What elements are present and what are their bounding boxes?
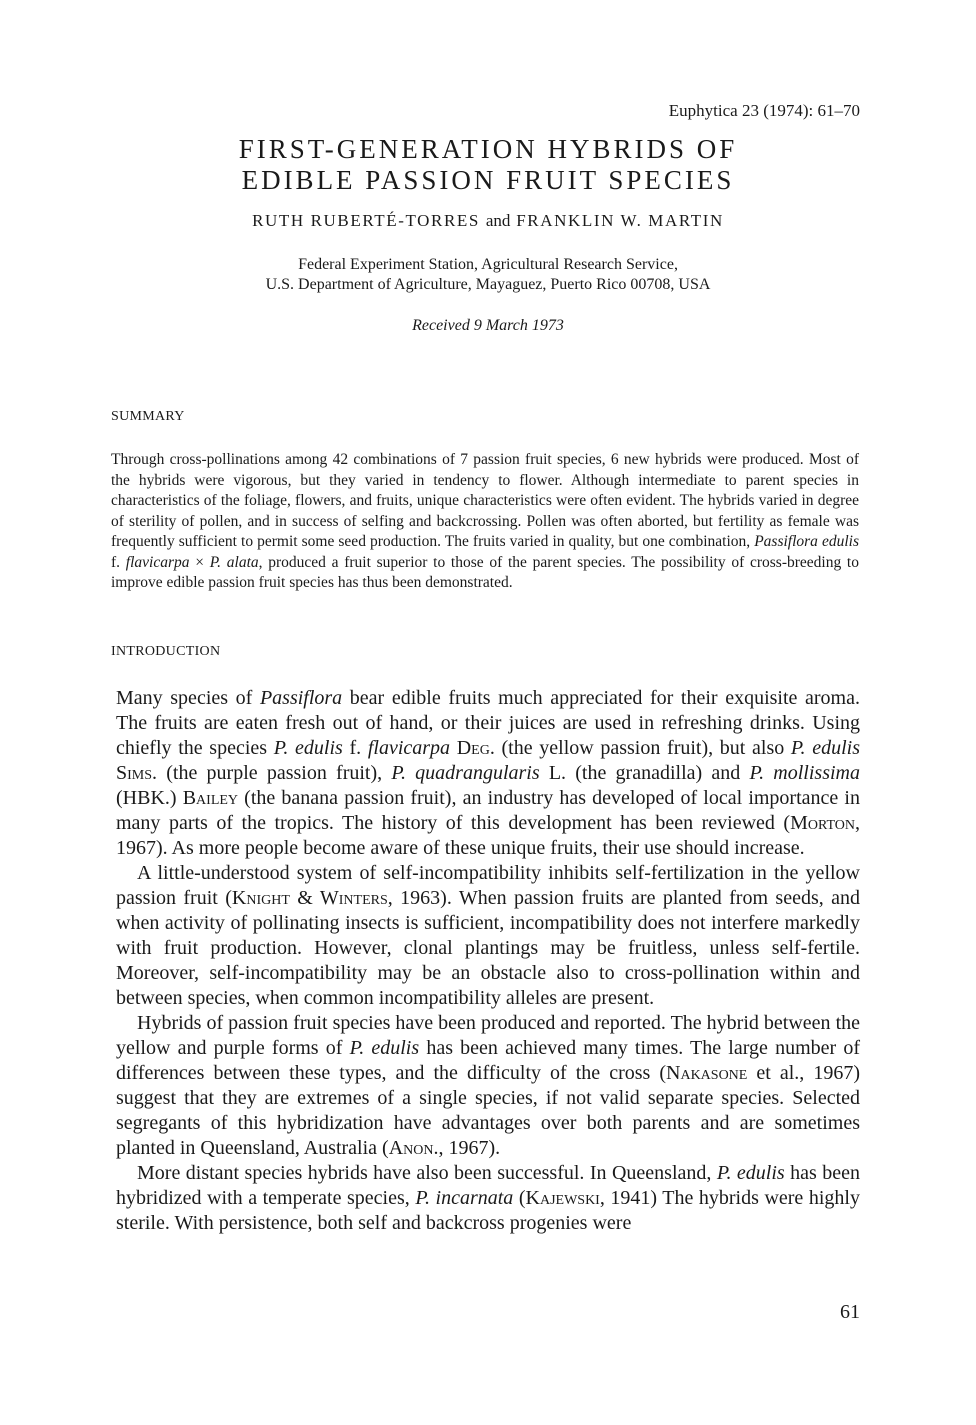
received-date: Received 9 March 1973 (412, 317, 564, 334)
page-number: 61 (840, 1301, 860, 1323)
author-1: RUTH RUBERTÉ-TORRES (252, 211, 480, 230)
affiliation (0, 255, 976, 295)
journal-citation: Euphytica 23 (1974): 61–70 (668, 101, 860, 120)
authors (0, 211, 976, 231)
paper-title (0, 134, 976, 196)
summary-heading: SUMMARY (111, 409, 185, 424)
title-line-1: FIRST-GENERATION HYBRIDS OF (238, 134, 738, 164)
intro-paragraph-1: Many species of Passiflora bear edible fruits much appreciated for their exquisite aroma. The fruits are eaten fresh out of hand, or their juices are used in refreshing drinks. Using chiefly the species P. edulis f. flavicarpa Deg. (the yellow passion fruit), but also P. edulis Sims. (the purple passion fruit), P. quadrangularis L. (the granadilla) and P. mollissima (HBK.) Bailey (the banana passion fruit), an industry has developed of local importance in many parts of the tropics. The history of this development has been reviewed (Morton, 1967). As more people become aware of these unique fruits, their use should increase. (116, 687, 860, 859)
affiliation-line-1: Federal Experiment Station, Agricultural Research Service, (298, 256, 678, 273)
intro-paragraph-2: A little-understood system of self-incompatibility inhibits self-fertilization in the yellow passion fruit (Knight & Winters, 1963). When passion fruits are planted from seeds, and when activity of pollinating insects is sufficient, incompatibility does not interfere markedly with fruit production. However, clonal plantings may be fruitless, unless self-fertile. Moreover, self-incompatibility may be an obstacle also to cross-pollination within and between species, when common incompatibility alleles are present. (116, 862, 861, 1009)
title-line-2: EDIBLE PASSION FRUIT SPECIES (241, 165, 735, 195)
affiliation-line-2: U.S. Department of Agriculture, Mayaguez, Puerto Rico 00708, USA (265, 276, 711, 293)
authors-conjunction: and (485, 211, 511, 230)
intro-paragraph-4: More distant species hybrids have also been successful. In Queensland, P. edulis has been hybridized with a temperate species, P. incarnata (Kajewski, 1941) The hybrids were highly sterile. With persistence, both self and backcross progenies were (116, 1162, 860, 1234)
introduction-body (116, 686, 860, 1236)
introduction-heading: INTRODUCTION (111, 644, 221, 659)
summary-paragraph: Through cross-pollinations among 42 combinations of 7 passion fruit species, 6 new hybrids were produced. Most of the hybrids were vigorous, but they varied in tendency to flower. Although intermediate to parent species in characteristics of the foliage, flowers, and fruits, unique characteristics were often evident. The hybrids varied in degree of sterility of pollen, and in success of selfing and backcrossing. Pollen was often aborted, but fertility as female was frequently sufficient to permit some seed production. The fruits varied in quality, but one combination, Passiflora edulis f. flavicarpa × P. alata, produced a fruit superior to those of the parent species. The possibility of cross-breeding to improve edible passion fruit species has thus been demonstrated. (111, 451, 859, 591)
author-2: FRANKLIN W. MARTIN (516, 211, 724, 230)
intro-paragraph-3: Hybrids of passion fruit species have been produced and reported. The hybrid between the yellow and purple forms of P. edulis has been achieved many times. The large number of differences between these types, and the difficulty of the cross (Nakasone et al., 1967) suggest that they are extremes of a single species, if not valid separate species. Selected segregants of this hybridization have advantages over both parents and are sometimes planted in Queensland, Australia (Anon., 1967). (116, 1012, 860, 1159)
